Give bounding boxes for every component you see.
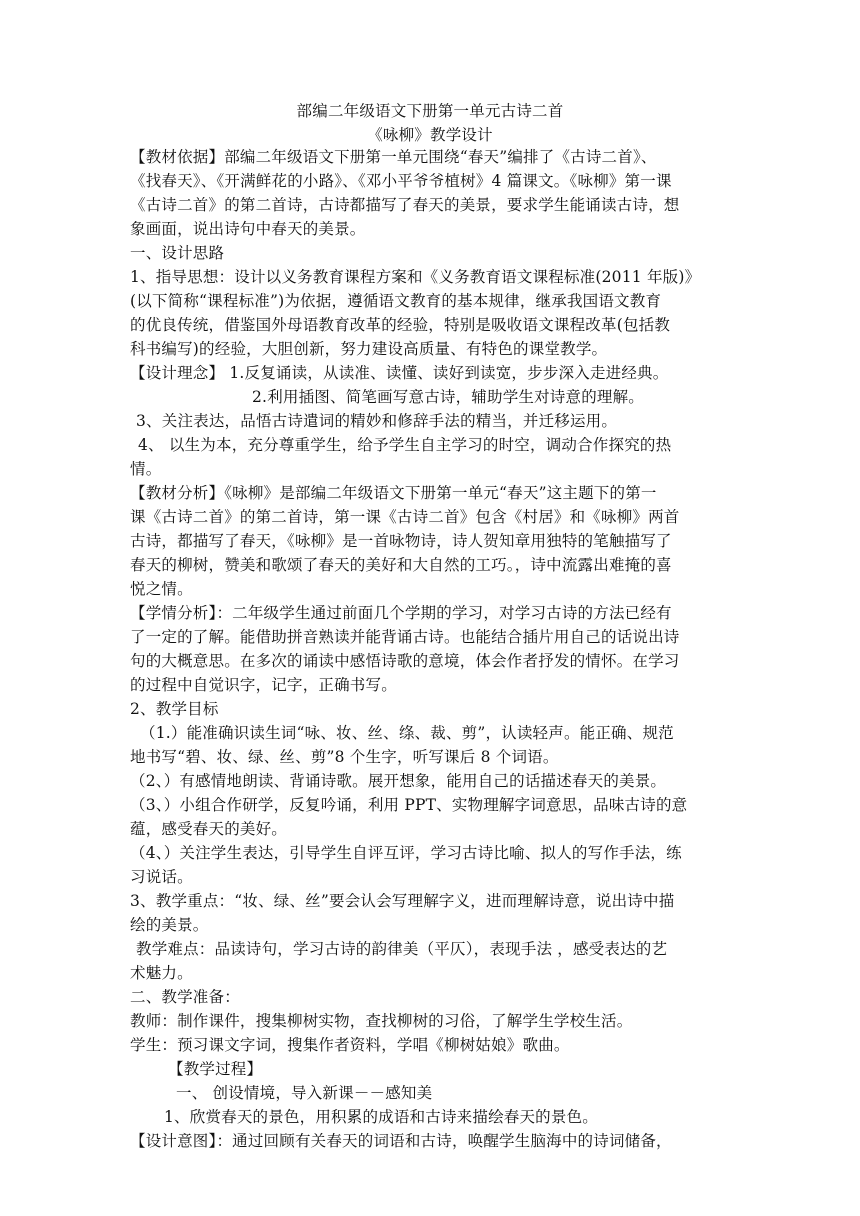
text-line: 【设计意图】：通过回顾有关春天的词语和古诗，唤醒学生脑海中的诗词储备， [130, 1132, 672, 1150]
text-line: 3、教学重点：“妆、绿、丝”要会认会写理解字义，进而理解诗意，说出诗中描 [130, 892, 675, 910]
text-line: 1、指导思想：设计以义务教育课程方案和《义务教育语文课程标准(2011 年版)》 [130, 268, 701, 286]
text-line: 一、 创设情境，导入新课－－感知美 [176, 1084, 433, 1102]
text-line: 【教学过程】 [168, 1060, 263, 1078]
text-line: 二、教学准备： [130, 988, 240, 1006]
text-line: 蕴，感受春天的美好。 [130, 820, 288, 838]
text-line: （1.）能准确识读生词“咏、妆、丝、绦、裁、剪”，认读轻声。能正确、规范 [140, 724, 674, 742]
text-line: 悦之情。 [130, 580, 193, 598]
doc-title: 部编二年级语文下册第一单元古诗二首 [296, 102, 564, 120]
text-line: 春天的柳树，赞美和歌颂了春天的美好和大自然的工巧。，诗中流露出难掩的喜 [130, 556, 672, 574]
text-line: 教师：制作课件，搜集柳树实物，查找柳树的习俗，了解学生学校生活。 [130, 1012, 633, 1030]
text-line: 《找春天》、《开满鲜花的小路》、《邓小平爷爷植树》4 篇课文。《咏柳》第一课 [130, 172, 672, 190]
text-line: 一、设计思路 [130, 244, 225, 262]
text-line: 习说话。 [130, 868, 193, 886]
text-line: 【教材分析】《咏柳》是部编二年级语文下册第一单元“春天”这主题下的第一 [130, 484, 657, 502]
text-line: 的优良传统，借鉴国外母语教育改革的经验，特别是吸收语文课程改革(包括教 [130, 316, 671, 334]
text-line: （2、）有感情地朗读、背诵诗歌。展开想象，能用自己的话描述春天的美景。 [130, 772, 667, 790]
text-line: 句的大概意思。在多次的诵读中感悟诗歌的意境，体会作者抒发的情怀。在学习 [130, 652, 680, 670]
text-line: 2、教学目标 [130, 700, 219, 718]
text-line: 【教材依据】部编二年级语文下册第一单元围绕“春天”编排了《古诗二首》、 [130, 148, 657, 166]
doc-subtitle: 《咏柳》教学设计 [367, 126, 493, 144]
text-line: 【学情分析】：二年级学生通过前面几个学期的学习，对学习古诗的方法已经有 [130, 604, 672, 622]
text-line: 3、关注表达，品悟古诗遣词的精妙和修辞手法的精当，并迁移运用。 [136, 412, 618, 430]
text-line: 4、 以生为本，充分尊重学生，给予学生自主学习的时空，调动合作探究的热 [138, 436, 672, 454]
text-line: （4、）关注学生表达，引导学生自评互评，学习古诗比喻、拟人的写作手法，练 [130, 844, 682, 862]
text-line: 术魅力。 [130, 964, 193, 982]
text-line: 地书写“碧、妆、绿、丝、剪”8 个生字，听写课后 8 个词语。 [130, 748, 559, 766]
text-line: 【设计理念】 1.反复诵读，从读准、读懂、读好到读宽，步步深入走进经典。 [130, 364, 669, 382]
text-line: (以下简称“课程标准”)为依据，遵循语文教育的基本规律，继承我国语文教育 [130, 292, 662, 310]
text-line: 古诗，都描写了春天，《咏柳》是一首咏物诗，诗人贺知章用独特的笔触描写了 [130, 532, 672, 550]
text-line: 的过程中自觉识字，记字，正确书写。 [130, 676, 397, 694]
text-line: 了一定的了解。能借助拼音熟读并能背诵古诗。也能结合插片用自己的话说出诗 [130, 628, 680, 646]
text-line: 绘的美景。 [130, 916, 209, 934]
text-line: 2.利用插图、简笔画写意古诗，辅助学生对诗意的理解。 [252, 388, 644, 406]
text-line: 《古诗二首》的第二首诗，古诗都描写了春天的美景，要求学生能诵读古诗，想 [130, 196, 680, 214]
text-line: （3、）小组合作研学，反复吟诵，利用 PPT、实物理解字词意思，品味古诗的意 [130, 796, 688, 814]
text-line: 1、欣赏春天的景色，用积累的成语和古诗来描绘春天的景色。 [164, 1108, 598, 1126]
text-line: 象画面，说出诗句中春天的美景。 [130, 220, 366, 238]
text-line: 情。 [130, 460, 162, 478]
text-line: 课《古诗二首》的第二首诗，第一课《古诗二首》包含《村居》和《咏柳》两首 [130, 508, 680, 526]
text-line: 学生：预习课文字词，搜集作者资料，学唱《柳树姑娘》歌曲。 [130, 1036, 570, 1054]
text-line: 教学难点：品读诗句，学习古诗的韵律美（平仄），表现手法 ，感受表达的艺 [136, 940, 668, 958]
text-line: 科书编写)的经验，大胆创新，努力建设高质量、有特色的课堂教学。 [130, 340, 608, 358]
